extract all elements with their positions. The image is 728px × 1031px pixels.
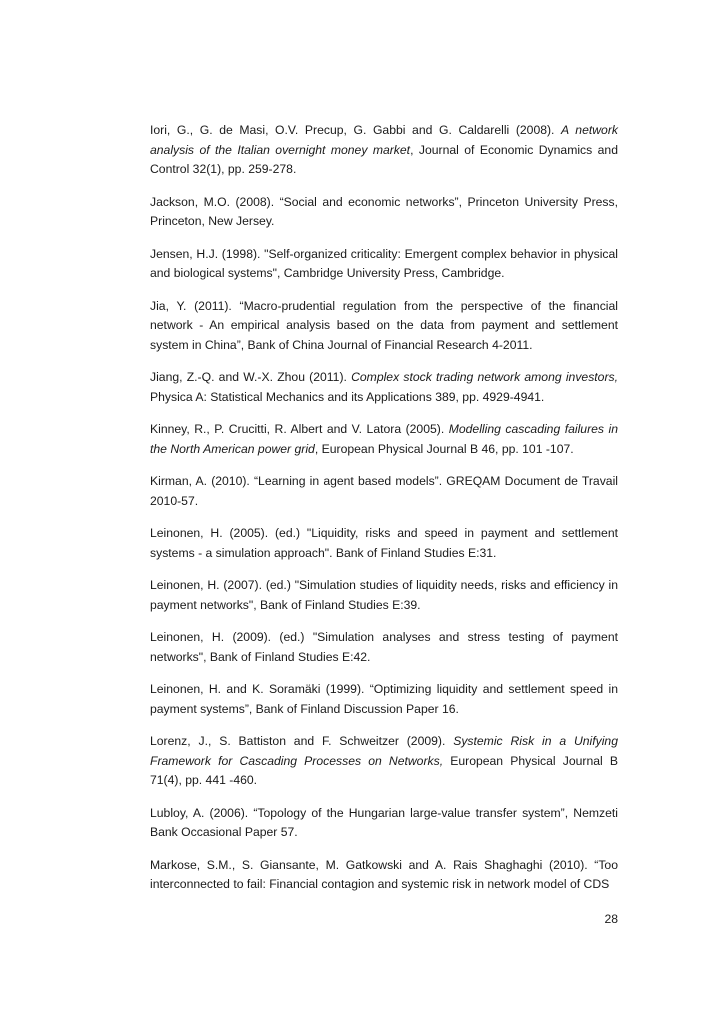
reference-text: Jensen, H.J. (1998). "Self-organized criticality: Emergent complex behavior in physical and biological systems", Cambridge University Press, Cambridge.	[150, 246, 618, 280]
reference-entry	[150, 245, 618, 284]
reference-entry	[150, 628, 618, 667]
reference-text: Lorenz, J., S. Battiston and F. Schweitzer (2009).	[150, 734, 454, 748]
reference-text: Jia, Y. (2011). “Macro-prudential regulation from the perspective of the financial network - An empirical analysis based on the data from payment and settlement system in China”, Bank of China Journal of Financial Research 4-2011.	[150, 298, 618, 352]
reference-text: Lubloy, A. (2006). “Topology of the Hungarian large-value transfer system”, Nemzeti Bank Occasional Paper 57.	[150, 805, 618, 839]
reference-title-italic: Modelling cascading failures in the North American power grid	[150, 422, 618, 456]
reference-text: Leinonen, H. (2007). (ed.) "Simulation studies of liquidity needs, risks and efficiency in payment networks", Bank of Finland Studies E:39.	[150, 578, 618, 612]
reference-text: Markose, S.M., S. Giansante, M. Gatkowski and A. Rais Shaghaghi (2010). “Too interconnected to fail: Financial contagion and systemic risk in network model of CDS	[150, 857, 618, 891]
reference-entry	[150, 193, 618, 232]
reference-list	[150, 121, 618, 908]
reference-text: Kinney, R., P. Crucitti, R. Albert and V. Latora (2005).	[150, 422, 449, 436]
reference-entry	[150, 121, 618, 180]
reference-entry	[150, 680, 618, 719]
reference-title-italic: A network analysis of the Italian overnight money market	[150, 123, 618, 157]
reference-entry	[150, 368, 618, 407]
reference-entry	[150, 804, 618, 843]
reference-text: Leinonen, H. (2005). (ed.) "Liquidity, risks and speed in payment and settlement systems - a simulation approach". Bank of Finland Studies E:31.	[150, 526, 618, 560]
reference-entry	[150, 732, 618, 791]
reference-entry	[150, 856, 618, 895]
reference-text: Kirman, A. (2010). “Learning in agent based models”. GREQAM Document de Travail 2010-57.	[150, 474, 618, 508]
reference-text-tail: European Physical Journal B 71(4), pp. 441 -460.	[150, 753, 618, 787]
reference-text: Jiang, Z.-Q. and W.-X. Zhou (2011).	[150, 370, 352, 384]
reference-text: Iori, G., G. de Masi, O.V. Precup, G. Gabbi and G. Caldarelli (2008).	[150, 123, 562, 137]
reference-entry	[150, 576, 618, 615]
reference-title-italic: Complex stock trading network among investors,	[351, 370, 618, 384]
reference-text-tail: Physica A: Statistical Mechanics and its Applications 389, pp. 4929-4941.	[150, 389, 545, 404]
reference-text: Jackson, M.O. (2008). “Social and economic networks”, Princeton University Press, Princeton, New Jersey.	[150, 194, 618, 228]
reference-entry	[150, 472, 618, 511]
reference-title-italic: Systemic Risk in a Unifying Framework for Cascading Processes on Networks,	[150, 734, 618, 768]
page-number: 28	[604, 912, 618, 926]
reference-entry	[150, 524, 618, 563]
reference-text-tail: , Journal of Economic Dynamics and Control 32(1), pp. 259-278.	[150, 142, 618, 176]
reference-text: Leinonen, H. and K. Soramäki (1999). “Optimizing liquidity and settlement speed in payment systems”, Bank of Finland Discussion Paper 16.	[150, 682, 618, 716]
reference-entry	[150, 297, 618, 356]
reference-text: Leinonen, H. (2009). (ed.) "Simulation analyses and stress testing of payment networks", Bank of Finland Studies E:42.	[150, 630, 618, 664]
reference-text-tail: , European Physical Journal B 46, pp. 101 -107.	[314, 441, 574, 456]
reference-entry	[150, 420, 618, 459]
